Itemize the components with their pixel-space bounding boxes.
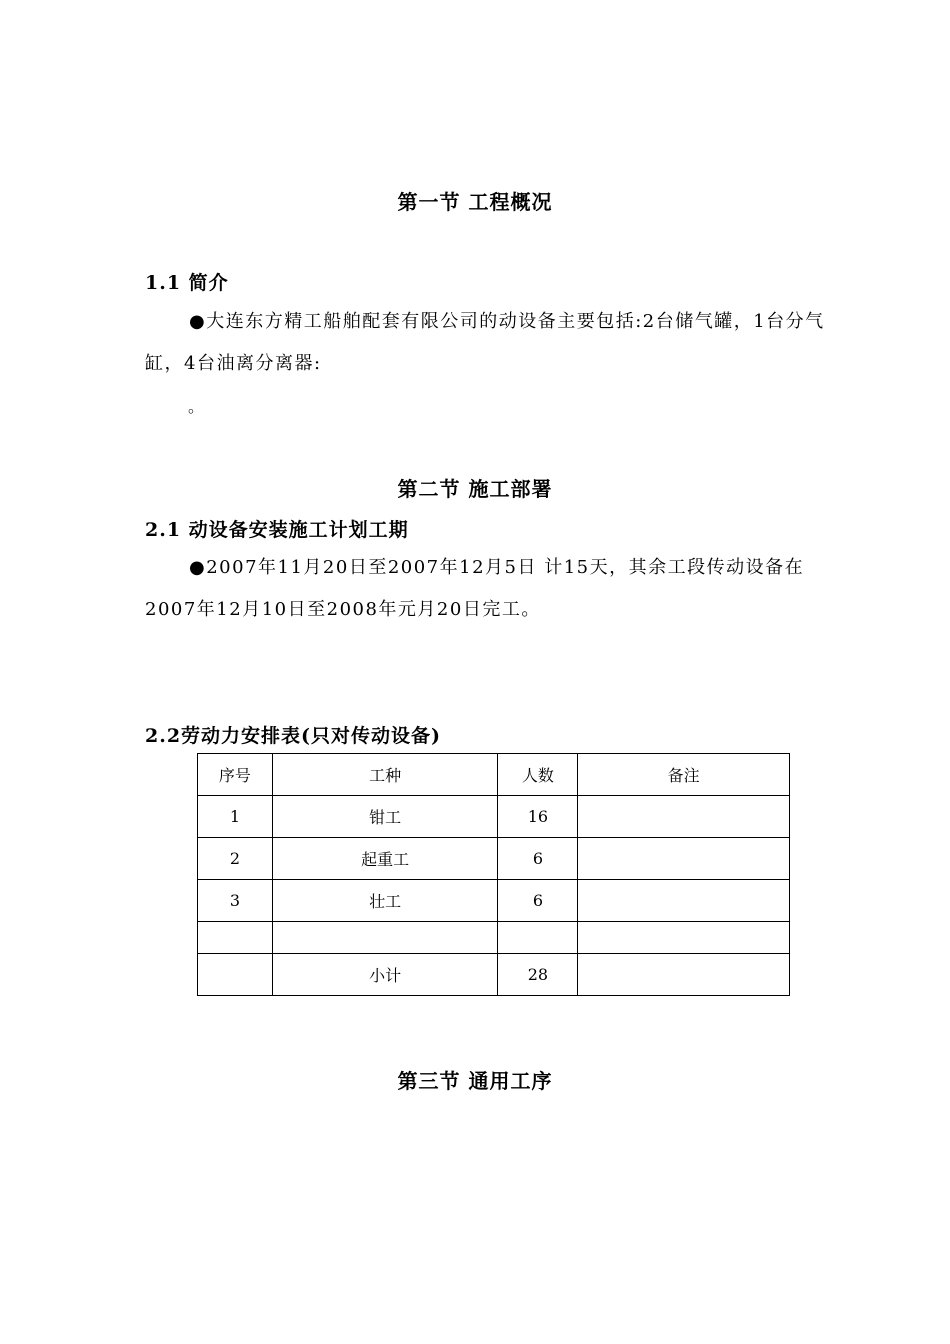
table-cell — [578, 838, 790, 880]
table-cell: 6 — [498, 880, 578, 922]
table-cell — [578, 880, 790, 922]
intro-paragraph: ●大连东方精工船舶配套有限公司的动设备主要包括:2台储气罐，1台分气缸，4台油离分离器: — [145, 311, 825, 374]
table-cell — [272, 922, 498, 954]
section-2-title: 第二节 施工部署 — [397, 477, 553, 501]
table-cell — [578, 954, 790, 996]
table-cell: 16 — [498, 796, 578, 838]
schedule-paragraph: ●2007年11月20日至2007年12月5日 计15天，其余工段传动设备在2007年12月10日至2008年元月20日完工。 — [145, 557, 805, 620]
table-cell: 2 — [198, 838, 273, 880]
table-row — [198, 796, 790, 838]
stray-period: 。 — [188, 397, 205, 416]
table-cell: 3 — [198, 880, 273, 922]
table-row-subtotal — [198, 954, 790, 996]
section-1-title: 第一节 工程概况 — [397, 190, 553, 214]
table-cell: 钳工 — [272, 796, 498, 838]
table-cell: 1 — [198, 796, 273, 838]
table-cell: 起重工 — [272, 838, 498, 880]
heading-2-2: 2.2劳动力安排表(只对传动设备) — [145, 725, 442, 747]
header-cell: 人数 — [498, 754, 578, 796]
heading-1-1: 1.1 简介 — [145, 272, 229, 294]
table-cell — [498, 922, 578, 954]
table-cell — [578, 922, 790, 954]
section-3-title: 第三节 通用工序 — [397, 1069, 553, 1093]
labor-table — [197, 753, 790, 996]
header-cell: 工种 — [272, 754, 498, 796]
table-row — [198, 922, 790, 954]
table-cell: 壮工 — [272, 880, 498, 922]
header-cell: 序号 — [198, 754, 273, 796]
table-cell: 28 — [498, 954, 578, 996]
heading-2-1: 2.1 动设备安装施工计划工期 — [145, 519, 409, 541]
table-row — [198, 838, 790, 880]
table-cell — [578, 796, 790, 838]
table-header-row — [198, 754, 790, 796]
table-cell — [198, 954, 273, 996]
table-row — [198, 880, 790, 922]
table-cell: 小计 — [272, 954, 498, 996]
table-cell — [198, 922, 273, 954]
header-cell: 备注 — [578, 754, 790, 796]
table-cell: 6 — [498, 838, 578, 880]
